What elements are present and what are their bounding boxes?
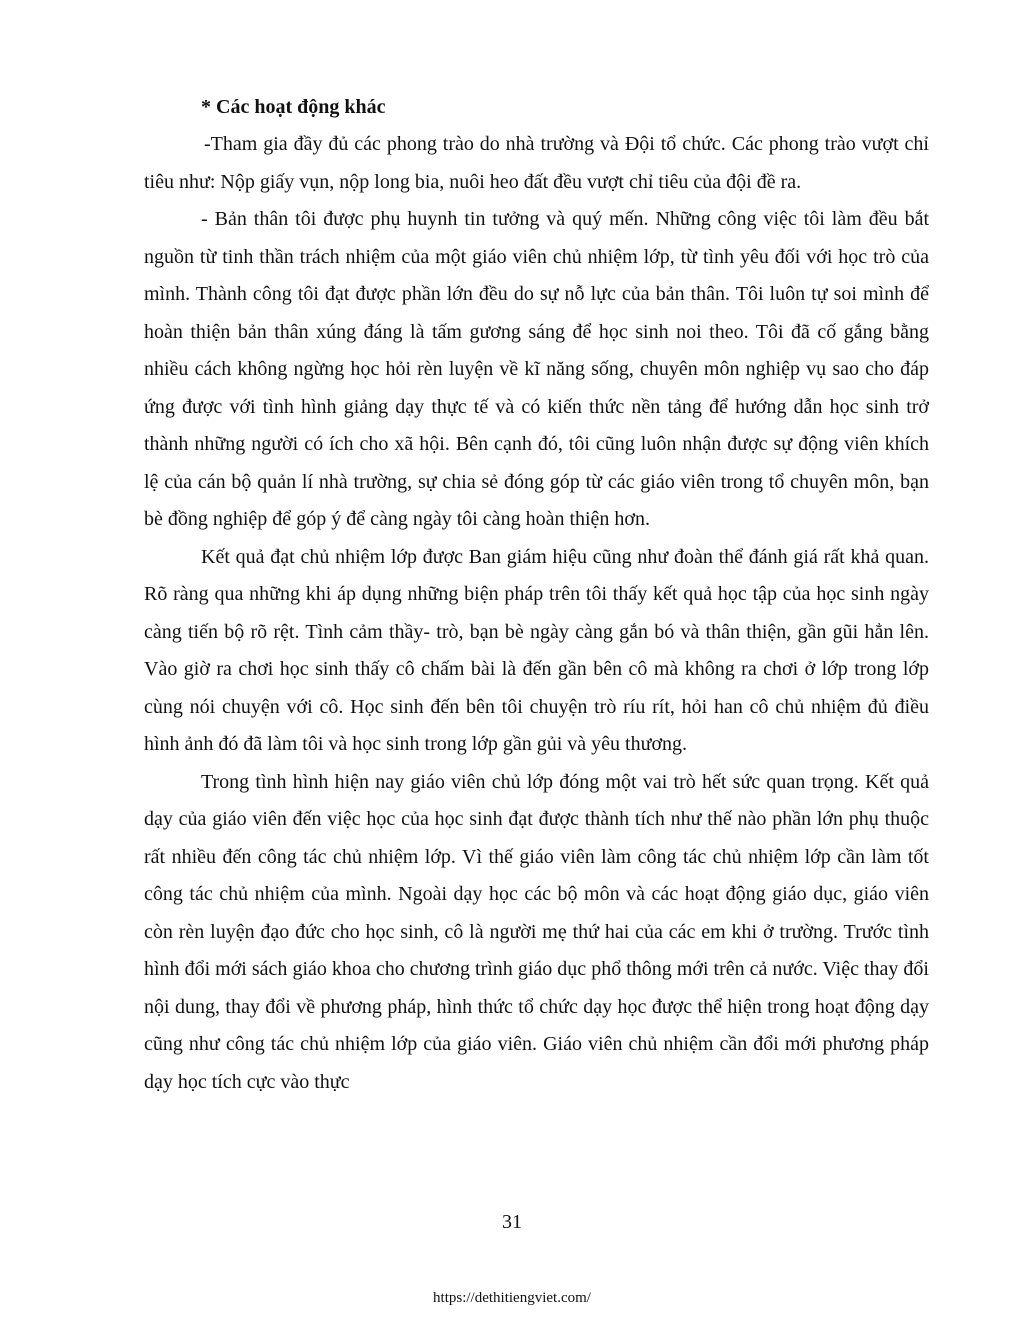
paragraph-activities: -Tham gia đầy đủ các phong trào do nhà trường và Đội tổ chức. Các phong trào vượt chỉ tiêu như: Nộp giấy vụn, nộp long bia, nuôi heo đất đều vượt chỉ tiêu của đội đề ra.	[144, 133, 929, 193]
paragraph-results: Kết quả đạt chủ nhiệm lớp được Ban giám hiệu cũng như đoàn thể đánh giá rất khả quan. Rõ ràng qua những khi áp dụng những biện pháp trên tôi thấy kết quả học tập của học sinh ngày càng tiến bộ rõ rệt. Tình cảm thầy- trò, bạn bè ngày càng gắn bó và thân thiện, gần gũi hẳn lên. Vào giờ ra chơi học sinh thấy cô chấm bài là đến gần bên cô mà không ra chơi ở lớp trong lớp cùng nói chuyện với cô. Học sinh đến bên tôi chuyện trò ríu rít, hỏi han cô chủ nhiệm đủ điều hình ảnh đó đã làm tôi và học sinh trong lớp gần gủi và yêu thương.	[144, 545, 929, 755]
document-body	[144, 88, 929, 1101]
footer-url: https://dethitiengviet.com/	[433, 1290, 591, 1306]
section-heading: * Các hoạt động khác	[201, 96, 386, 118]
paragraph-self-assessment: - Bản thân tôi được phụ huynh tin tưởng và quý mến. Những công việc tôi làm đều bắt nguồn từ tinh thần trách nhiệm của một giáo viên chủ nhiệm lớp, từ tình yêu đối với học trò của mình. Thành công tôi đạt được phần lớn đều do sự nỗ lực của bản thân. Tôi luôn tự soi mình để hoàn thiện bản thân xúng đáng là tấm gương sáng để học sinh noi theo. Tôi đã cố gắng bằng nhiều cách không ngừng học hỏi rèn luyện về kĩ năng sống, chuyên môn nghiệp vụ sao cho đáp ứng được với tình hình giảng dạy thực tế và có kiến thức nền tảng để hướng dẫn học sinh trở thành những người có ích cho xã hội. Bên cạnh đó, tôi cũng luôn nhận được sự động viên khích lệ của cán bộ quản lí nhà trường, sự chia sẻ đóng góp từ các giáo viên trong tổ chuyên môn, bạn bè đồng nghiệp để góp ý để càng ngày tôi càng hoàn thiện hơn.	[144, 208, 929, 530]
page-number: 31	[502, 1211, 522, 1233]
paragraph-homeroom-role: Trong tình hình hiện nay giáo viên chủ lớp đóng một vai trò hết sức quan trọng. Kết quả dạy của giáo viên đến việc học của học sinh đạt được thành tích như thế nào phần lớn phụ thuộc rất nhiều đến công tác chủ nhiệm lớp. Vì thế giáo viên làm công tác chủ nhiệm lớp cần làm tốt công tác chủ nhiệm của mình. Ngoài dạy học các bộ môn và các hoạt động giáo dục, giáo viên còn rèn luyện đạo đức cho học sinh, cô là người mẹ thứ hai của các em khi ở trường. Trước tình hình đổi mới sách giáo khoa cho chương trình giáo dục phổ thông mới trên cả nước. Việc thay đổi nội dung, thay đổi về phương pháp, hình thức tổ chức dạy học được thể hiện trong hoạt động dạy cũng như công tác chủ nhiệm lớp của giáo viên. Giáo viên chủ nhiệm cần đổi mới phương pháp dạy học tích cực vào thực	[144, 770, 929, 1093]
